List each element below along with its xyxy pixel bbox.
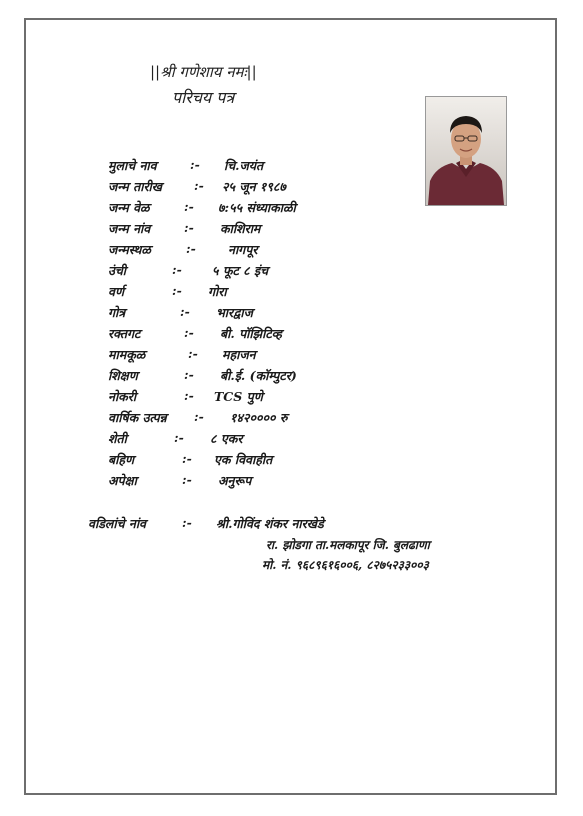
detail-separator: :- [190, 157, 200, 172]
document-title: परिचय पत्र [172, 88, 235, 107]
father-label: वडिलांचे नांव [88, 516, 147, 531]
detail-label: मामकूळ [108, 347, 146, 362]
detail-separator: :- [184, 325, 194, 340]
detail-value: ८ एकर [210, 431, 243, 446]
detail-separator: :- [184, 199, 194, 214]
detail-value: गोरा [208, 284, 227, 299]
invocation-heading: ||श्री गणेशाय नमः|| [150, 63, 257, 81]
detail-label: मुलाचे नाव [108, 158, 157, 173]
detail-value: एक विवाहीत [214, 452, 273, 467]
detail-separator: :- [174, 430, 184, 445]
detail-separator: :- [184, 388, 194, 403]
detail-separator: :- [182, 472, 192, 487]
father-address: रा. झोडगा ता.मलकापूर जि. बुलढाणा [266, 538, 430, 552]
detail-label: वार्षिक उत्पन्न [108, 410, 167, 425]
portrait-image [426, 97, 506, 205]
detail-value: नागपूर [228, 242, 258, 257]
detail-separator: :- [180, 304, 190, 319]
detail-value: काशिराम [220, 221, 261, 236]
detail-label: जन्म तारीख [108, 179, 163, 194]
detail-label: वर्ण [108, 284, 124, 299]
detail-label: उंची [108, 263, 127, 278]
detail-value: भारद्वाज [216, 305, 253, 320]
detail-label: अपेक्षा [108, 473, 137, 488]
profile-photo [425, 96, 507, 206]
detail-value: चि.जयंत [224, 158, 264, 173]
detail-value: बी.ई. (कॉम्पुटर) [220, 368, 297, 383]
detail-separator: :- [172, 262, 182, 277]
detail-value: TCS पुणे [214, 389, 263, 404]
detail-value: ७:५५ संध्याकाळी [218, 200, 296, 215]
detail-separator: :- [184, 220, 194, 235]
detail-label: जन्म नांव [108, 221, 151, 236]
detail-separator: :- [194, 409, 204, 424]
detail-value: १४२०००० रु [230, 410, 288, 425]
detail-separator: :- [188, 346, 198, 361]
detail-separator: :- [194, 178, 204, 193]
detail-separator: :- [184, 367, 194, 382]
father-phone: मो. नं. ९६८९६१६००६, ८२७५२३३००३ [262, 558, 429, 572]
detail-value: महाजन [222, 347, 256, 362]
detail-label: नोकरी [108, 389, 137, 404]
detail-value: अनुरूप [218, 473, 252, 488]
detail-label: जन्म वेळ [108, 200, 150, 215]
detail-label: गोत्र [108, 305, 126, 320]
detail-value: ५ फूट ८ इंच [212, 263, 269, 278]
detail-label: रक्तगट [108, 326, 141, 341]
detail-label: शेती [108, 431, 127, 446]
detail-value: २५ जून १९८७ [222, 179, 286, 194]
father-separator: :- [182, 515, 192, 530]
detail-separator: :- [182, 451, 192, 466]
detail-separator: :- [186, 241, 196, 256]
detail-label: बहिण [108, 452, 135, 467]
detail-separator: :- [172, 283, 182, 298]
detail-value: बी. पॉझिटिव्ह [220, 326, 282, 341]
detail-label: शिक्षण [108, 368, 138, 383]
father-name: श्री.गोविंद शंकर नारखेडे [216, 516, 324, 531]
detail-label: जन्मस्थळ [108, 242, 151, 257]
